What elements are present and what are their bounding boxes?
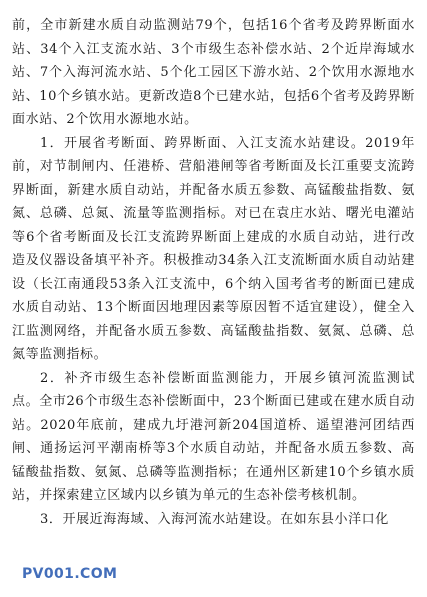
paragraph-section-2: 2．补齐市级生态补偿断面监测能力，开展乡镇河流监测试点。全市26个市级生态补偿断面中，23个断面已建或在建水质自动站。2020年底前，建成九圩港河新204国道桥、遥望港河团结西闸、通扬运河平潮南桥等3个水质自动站，并配备水质五参数、高锰酸盐指数、氨氮、总磷等监测指标；在通州区新建10个乡镇水质站，并探索建立区域内以乡镇为单元的生态补偿考核机制。 [12,370,415,503]
site-watermark: PV001.COM [22,566,118,582]
paragraph-section-1: 1．开展省考断面、跨界断面、入江支流水站建设。2019年前，对节制闸内、任港桥、营船港闸等省考断面及长江重要支流跨界断面，新建水质自动站，并配备水质五参数、高锰酸盐指数、氨氮、总磷、总氮、流量等监测指标。对已在袁庄水站、曙光电灌站等6个省考断面及长江支流跨界断面上建成的水质自动站，进行改造及仪器设备填平补齐。积极推动34条入江支流断面水质自动站建设（长江南通段53条入江支流中，6个纳入国考省考的断面已建成水质自动站、13个断面因地理因素等原因暂不适宜建设），健全入江监测网络，并配备水质五参数、高锰酸盐指数、氨氮、总磷、总氮等监测指标。 [12,135,415,362]
paragraph-intro: 前，全市新建水质自动监测站79个，包括16个省考及跨界断面水站、34个入江支流水站、3个市级生态补偿水站、2个近岸海域水站、7个入海河流水站、5个化工园区下游水站、2个饮用水源地水站、10个乡镇水站。更新改造8个已建水站，包括6个省考及跨界断面水站、2个饮用水源地水站。 [12,18,415,127]
document-page [12,14,415,531]
paragraph-section-3: 3．开展近海海域、入海河流水站建设。在如东县小洋口化 [40,511,389,527]
